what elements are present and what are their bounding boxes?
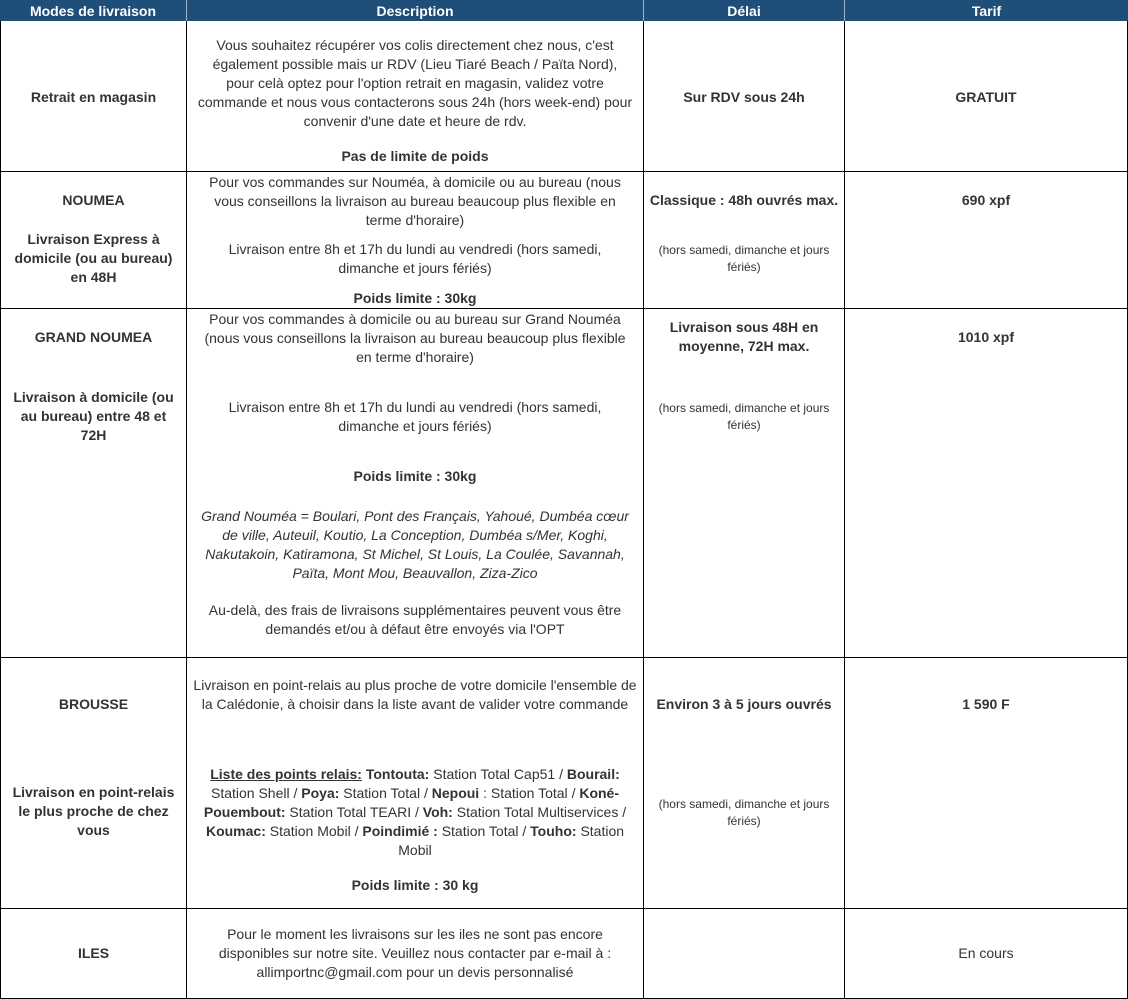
description-text: Pour vos commandes à domicile ou au bureau sur Grand Nouméa (nous vous conseillons la livraison au bureau beaucoup plus flexible en terme d'horaire): [204, 311, 626, 365]
header-delai: Délai: [644, 0, 845, 21]
weight-limit: Pas de limite de poids: [341, 148, 489, 164]
relay-place: Poya:: [301, 785, 340, 801]
mode-title: NOUMEA: [62, 192, 125, 208]
mode-label: ILES: [77, 945, 110, 961]
relay-separator: /: [293, 785, 298, 801]
relay-station: Station Total Cap51: [433, 766, 556, 782]
relay-place: Koné-Pouembout:: [203, 785, 620, 820]
description-text: Pour vos commandes sur Nouméa, à domicile ou au bureau (nous vous conseillons la livraison au bureau beaucoup plus flexible en terme d'horaire): [209, 174, 621, 228]
description-text: Livraison en point-relais au plus proche de votre domicile l'ensemble de la Calédonie, à choisir dans la liste avant de valider votre commande: [193, 677, 637, 712]
row-noumea-description: [187, 172, 644, 309]
row-retrait-description: [187, 21, 644, 172]
price-text: 1010 xpf: [957, 329, 1015, 345]
relay-station: Station Total: [441, 823, 519, 839]
row-retrait-delai: [644, 21, 845, 172]
price-text: 690 xpf: [961, 192, 1011, 208]
price-text: GRATUIT: [955, 89, 1017, 105]
relay-station: Station Total Multiservices: [456, 804, 619, 820]
delay-text: Environ 3 à 5 jours ouvrés: [656, 696, 832, 712]
delay-text: Sur RDV sous 24h: [683, 89, 805, 105]
relay-station: Station Total TEARI: [289, 804, 412, 820]
relay-separator: /: [522, 823, 527, 839]
relay-separator: /: [559, 766, 563, 782]
delay-text: Classique : 48h ouvrés max.: [649, 192, 839, 208]
header-description: Description: [187, 0, 644, 21]
relay-separator: /: [354, 823, 359, 839]
relay-separator: /: [622, 804, 627, 820]
row-grand-noumea-mode: [0, 309, 187, 658]
hours-text: Livraison entre 8h et 17h du lundi au vendredi (hors samedi, dimanche et jours fériés): [228, 241, 602, 276]
row-retrait-mode: [0, 21, 187, 172]
description-text: Pour le moment les livraisons sur les iles ne sont pas encore disponibles sur notre site. Veuillez nous contacter par e-mail à : allimportnc@gmail.com pour un devis personnalisé: [218, 926, 612, 980]
row-noumea-mode: [0, 172, 187, 309]
relay-list-label: Liste des points relais:: [210, 766, 362, 782]
mode-subtitle: Livraison Express à domicile (ou au bureau) en 48H: [14, 231, 173, 285]
mode-subtitle: Livraison en point-relais le plus proche de chez vous: [12, 784, 175, 838]
relay-place: Nepoui: [431, 785, 480, 801]
relay-separator: /: [571, 785, 576, 801]
relay-place: Poindimié :: [362, 823, 438, 839]
relay-station: Station Mobil: [398, 823, 625, 858]
row-iles-mode: [0, 909, 187, 999]
mode-title: GRAND NOUMEA: [34, 329, 153, 345]
row-retrait-tarif: [845, 21, 1128, 172]
weight-limit: Poids limite : 30 kg: [351, 877, 479, 893]
zone-list: Grand Nouméa = Boulari, Pont des Français, Yahoué, Dumbéa cœur de ville, Auteuil, Koutio, La Conception, Dumbéa s/Mer, Koghi, Nakutakoin, Katiramona, St Michel, St Louis, La Coulée, Savannah, Païta, Mont Mou, Beauvallon, Ziza-Zico: [201, 508, 629, 581]
row-iles-description: [187, 909, 644, 999]
row-noumea-tarif: [845, 172, 1128, 309]
delay-note: (hors samedi, dimanche et jours fériés): [658, 401, 830, 432]
mode-title: BROUSSE: [58, 696, 129, 712]
delay-note: (hors samedi, dimanche et jours fériés): [658, 797, 830, 828]
hours-text: Livraison entre 8h et 17h du lundi au vendredi (hors samedi, dimanche et jours fériés): [228, 399, 602, 434]
price-text: 1 590 F: [962, 696, 1010, 712]
header-tarif: Tarif: [845, 0, 1128, 21]
relay-list: [187, 765, 643, 860]
relay-station: Station Shell: [210, 785, 290, 801]
relay-place: Bourail:: [566, 766, 620, 782]
weight-limit: Poids limite : 30kg: [353, 468, 477, 484]
mode-subtitle: Livraison à domicile (ou au bureau) entre 48 et 72H: [13, 389, 174, 443]
relay-station: : Station Total: [483, 785, 568, 801]
relay-place: Tontouta:: [365, 766, 430, 782]
row-grand-noumea-delai: [644, 309, 845, 658]
mode-label: Retrait en magasin: [30, 89, 157, 105]
row-iles-tarif: [845, 909, 1128, 999]
row-grand-noumea-tarif: [845, 309, 1128, 658]
price-text: En cours: [958, 945, 1014, 961]
row-noumea-delai: [644, 172, 845, 309]
row-iles-delai: [644, 909, 845, 999]
relay-place: Touho:: [530, 823, 577, 839]
row-brousse-delai: [644, 658, 845, 909]
row-brousse-tarif: [845, 658, 1128, 909]
relay-place: Voh:: [422, 804, 453, 820]
relay-separator: /: [423, 785, 428, 801]
delay-note: (hors samedi, dimanche et jours fériés): [658, 243, 830, 274]
weight-limit: Poids limite : 30kg: [353, 290, 477, 306]
description-text: Vous souhaitez récupérer vos colis directement chez nous, c'est également possible mais ur RDV (Lieu Tiaré Beach / Païta Nord), pour celà optez pour l'option retrait en magasin, validez votre commande et nous vous contacterons sous 24h (hors week-end) pour convenir d'une date et heure de rdv.: [197, 37, 633, 129]
relay-place: Koumac:: [205, 823, 266, 839]
row-grand-noumea-description: [187, 309, 644, 658]
delay-text: Livraison sous 48H en moyenne, 72H max.: [669, 319, 819, 354]
header-modes: Modes de livraison: [0, 0, 187, 21]
row-brousse-description: [187, 658, 644, 909]
row-brousse-mode: [0, 658, 187, 909]
relay-station: Station Mobil: [269, 823, 351, 839]
extra-fees-text: Au-delà, des frais de livraisons supplémentaires peuvent vous être demandés et/ou à défaut être envoyés via l'OPT: [208, 602, 622, 637]
relay-separator: /: [414, 804, 419, 820]
relay-station: Station Total: [343, 785, 421, 801]
